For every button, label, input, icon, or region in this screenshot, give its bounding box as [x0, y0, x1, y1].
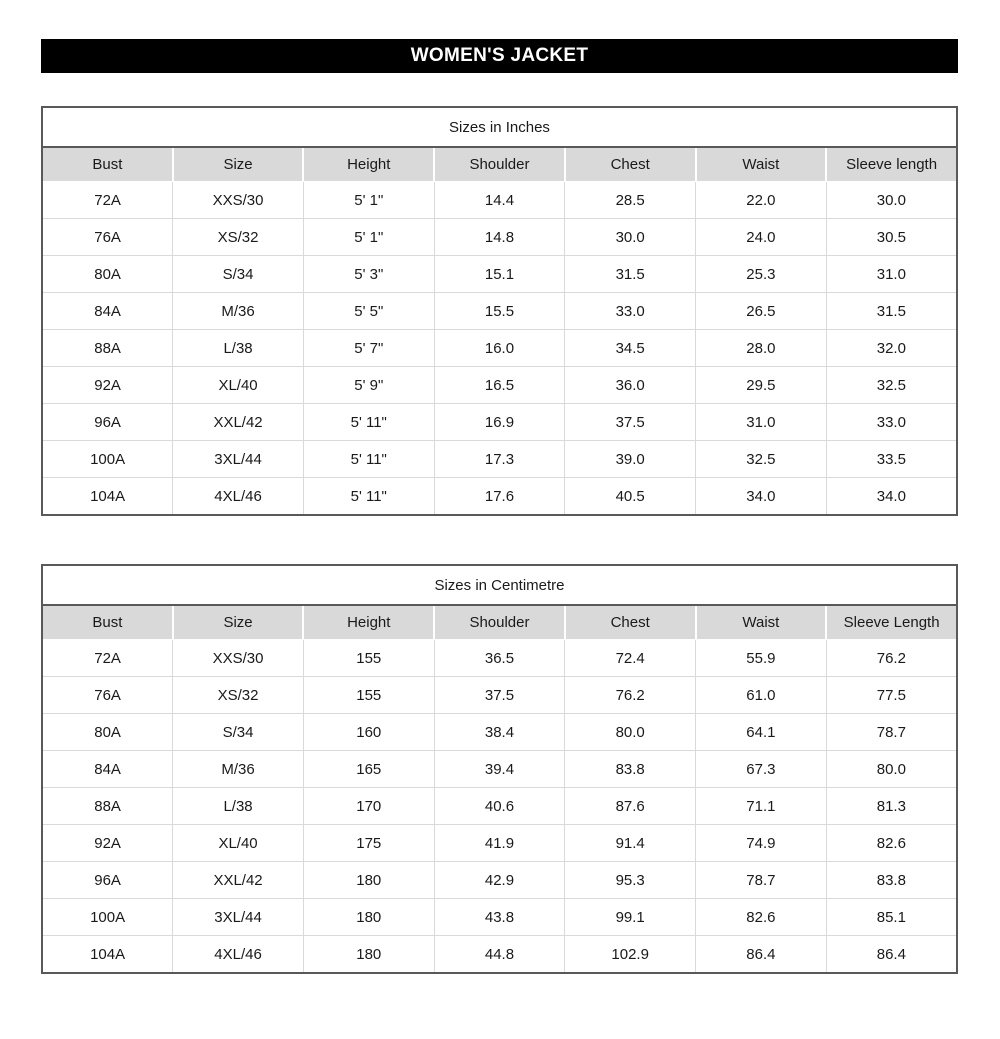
table-title-centimetre: Sizes in Centimetre [42, 565, 957, 605]
column-header: Bust [42, 605, 173, 640]
table-cell: 5' 5" [303, 293, 434, 330]
table-title-row [42, 107, 957, 147]
table-cell: 25.3 [696, 256, 827, 293]
product-title-banner [41, 39, 958, 73]
table-body-inches [42, 182, 957, 516]
table-cell: 24.0 [696, 219, 827, 256]
table-cell: 38.4 [434, 714, 565, 751]
table-cell: 16.0 [434, 330, 565, 367]
table-row [42, 219, 957, 256]
table-cell: 5' 9" [303, 367, 434, 404]
table-cell: 36.0 [565, 367, 696, 404]
table-cell: 4XL/46 [173, 936, 304, 974]
table-cell: 99.1 [565, 899, 696, 936]
table-cell: 85.1 [826, 899, 957, 936]
table-cell: 15.5 [434, 293, 565, 330]
table-cell: 14.4 [434, 182, 565, 219]
table-cell: XL/40 [173, 367, 304, 404]
table-cell: 4XL/46 [173, 478, 304, 516]
table-cell: 78.7 [826, 714, 957, 751]
table-cell: 36.5 [434, 640, 565, 677]
table-cell: 26.5 [696, 293, 827, 330]
column-header: Chest [565, 605, 696, 640]
table-row [42, 862, 957, 899]
table-cell: 33.5 [826, 441, 957, 478]
table-cell: 104A [42, 936, 173, 974]
table-cell: 76A [42, 677, 173, 714]
table-cell: 3XL/44 [173, 441, 304, 478]
table-cell: 64.1 [696, 714, 827, 751]
sizes-in-centimetre-table [41, 564, 958, 974]
table-cell: 31.5 [565, 256, 696, 293]
table-row [42, 256, 957, 293]
table-cell: 5' 11" [303, 404, 434, 441]
table-row [42, 293, 957, 330]
table-cell: 14.8 [434, 219, 565, 256]
table-cell: 43.8 [434, 899, 565, 936]
table-cell: 76.2 [826, 640, 957, 677]
table-cell: 31.5 [826, 293, 957, 330]
column-header: Bust [42, 147, 173, 182]
table-cell: 82.6 [696, 899, 827, 936]
table-cell: 55.9 [696, 640, 827, 677]
table-cell: 80.0 [565, 714, 696, 751]
table-cell: 82.6 [826, 825, 957, 862]
table-cell: 32.0 [826, 330, 957, 367]
table-cell: 17.6 [434, 478, 565, 516]
table-cell: 33.0 [565, 293, 696, 330]
table-cell: 72.4 [565, 640, 696, 677]
table-cell: 155 [303, 677, 434, 714]
table-cell: 86.4 [696, 936, 827, 974]
table-row [42, 441, 957, 478]
table-cell: 28.5 [565, 182, 696, 219]
table-body-centimetre [42, 640, 957, 974]
table-cell: 34.5 [565, 330, 696, 367]
table-cell: 42.9 [434, 862, 565, 899]
column-header-row [42, 605, 957, 640]
table-cell: 88A [42, 330, 173, 367]
table-cell: XXS/30 [173, 640, 304, 677]
table-row [42, 899, 957, 936]
column-header: Size [173, 605, 304, 640]
table-cell: 37.5 [565, 404, 696, 441]
column-header-row [42, 147, 957, 182]
table-cell: 165 [303, 751, 434, 788]
table-cell: 5' 1" [303, 182, 434, 219]
table-cell: 40.5 [565, 478, 696, 516]
table-row [42, 367, 957, 404]
table-cell: 100A [42, 441, 173, 478]
table-cell: 22.0 [696, 182, 827, 219]
table-row [42, 936, 957, 974]
table-cell: XS/32 [173, 219, 304, 256]
table-cell: 180 [303, 936, 434, 974]
table-cell: XXL/42 [173, 404, 304, 441]
table-cell: 96A [42, 862, 173, 899]
table-cell: 91.4 [565, 825, 696, 862]
product-title: WOMEN'S JACKET [410, 45, 589, 66]
table-cell: 61.0 [696, 677, 827, 714]
table-cell: 17.3 [434, 441, 565, 478]
table-cell: 40.6 [434, 788, 565, 825]
table-row [42, 677, 957, 714]
table-cell: 87.6 [565, 788, 696, 825]
table-cell: S/34 [173, 714, 304, 751]
table-cell: 170 [303, 788, 434, 825]
table-row [42, 478, 957, 516]
table-cell: 76.2 [565, 677, 696, 714]
column-header: Sleeve Length [826, 605, 957, 640]
table-cell: 67.3 [696, 751, 827, 788]
table-cell: 100A [42, 899, 173, 936]
table-cell: 84A [42, 293, 173, 330]
table-cell: 180 [303, 862, 434, 899]
table-cell: XL/40 [173, 825, 304, 862]
table-cell: 81.3 [826, 788, 957, 825]
table-row [42, 640, 957, 677]
table-cell: 102.9 [565, 936, 696, 974]
table-cell: 30.5 [826, 219, 957, 256]
table-cell: 16.9 [434, 404, 565, 441]
table-cell: 83.8 [565, 751, 696, 788]
column-header: Waist [696, 147, 827, 182]
table-cell: 71.1 [696, 788, 827, 825]
table-cell: 78.7 [696, 862, 827, 899]
table-cell: M/36 [173, 293, 304, 330]
table-cell: 31.0 [826, 256, 957, 293]
table-cell: 88A [42, 788, 173, 825]
table-cell: M/36 [173, 751, 304, 788]
table-cell: L/38 [173, 330, 304, 367]
table-cell: 104A [42, 478, 173, 516]
table-cell: 80.0 [826, 751, 957, 788]
table-cell: 74.9 [696, 825, 827, 862]
table-cell: S/34 [173, 256, 304, 293]
table-cell: 76A [42, 219, 173, 256]
column-header: Waist [696, 605, 827, 640]
table-cell: 37.5 [434, 677, 565, 714]
table-cell: 3XL/44 [173, 899, 304, 936]
table-cell: 160 [303, 714, 434, 751]
table-cell: XS/32 [173, 677, 304, 714]
table-cell: 95.3 [565, 862, 696, 899]
table-cell: XXL/42 [173, 862, 304, 899]
table-row [42, 751, 957, 788]
table-cell: 5' 3" [303, 256, 434, 293]
table-cell: 44.8 [434, 936, 565, 974]
size-chart-page [41, 39, 958, 974]
table-cell: 28.0 [696, 330, 827, 367]
column-header: Chest [565, 147, 696, 182]
table-row [42, 330, 957, 367]
column-header: Size [173, 147, 304, 182]
column-header: Height [303, 605, 434, 640]
table-cell: 72A [42, 640, 173, 677]
table-cell: 92A [42, 367, 173, 404]
table-cell: 33.0 [826, 404, 957, 441]
table-row [42, 825, 957, 862]
table-cell: 80A [42, 256, 173, 293]
table-cell: 32.5 [696, 441, 827, 478]
table-cell: 16.5 [434, 367, 565, 404]
table-row [42, 788, 957, 825]
table-row [42, 182, 957, 219]
table-cell: 34.0 [826, 478, 957, 516]
column-header: Shoulder [434, 605, 565, 640]
table-cell: 96A [42, 404, 173, 441]
table-cell: L/38 [173, 788, 304, 825]
table-cell: 72A [42, 182, 173, 219]
table-cell: 83.8 [826, 862, 957, 899]
table-cell: 30.0 [565, 219, 696, 256]
table-cell: 41.9 [434, 825, 565, 862]
table-cell: 92A [42, 825, 173, 862]
table-cell: 34.0 [696, 478, 827, 516]
table-cell: 86.4 [826, 936, 957, 974]
column-header: Shoulder [434, 147, 565, 182]
table-title-inches: Sizes in Inches [42, 107, 957, 147]
table-cell: 175 [303, 825, 434, 862]
table-cell: 39.0 [565, 441, 696, 478]
table-cell: 30.0 [826, 182, 957, 219]
table-cell: 5' 7" [303, 330, 434, 367]
table-row [42, 404, 957, 441]
table-cell: 39.4 [434, 751, 565, 788]
table-cell: 5' 11" [303, 478, 434, 516]
table-cell: 31.0 [696, 404, 827, 441]
table-cell: 80A [42, 714, 173, 751]
table-cell: 5' 11" [303, 441, 434, 478]
table-cell: 5' 1" [303, 219, 434, 256]
sizes-in-inches-table [41, 106, 958, 516]
column-header: Height [303, 147, 434, 182]
table-cell: XXS/30 [173, 182, 304, 219]
table-cell: 29.5 [696, 367, 827, 404]
table-title-row [42, 565, 957, 605]
table-cell: 32.5 [826, 367, 957, 404]
table-cell: 180 [303, 899, 434, 936]
column-header: Sleeve length [826, 147, 957, 182]
table-cell: 15.1 [434, 256, 565, 293]
table-row [42, 714, 957, 751]
table-cell: 77.5 [826, 677, 957, 714]
table-cell: 155 [303, 640, 434, 677]
table-cell: 84A [42, 751, 173, 788]
